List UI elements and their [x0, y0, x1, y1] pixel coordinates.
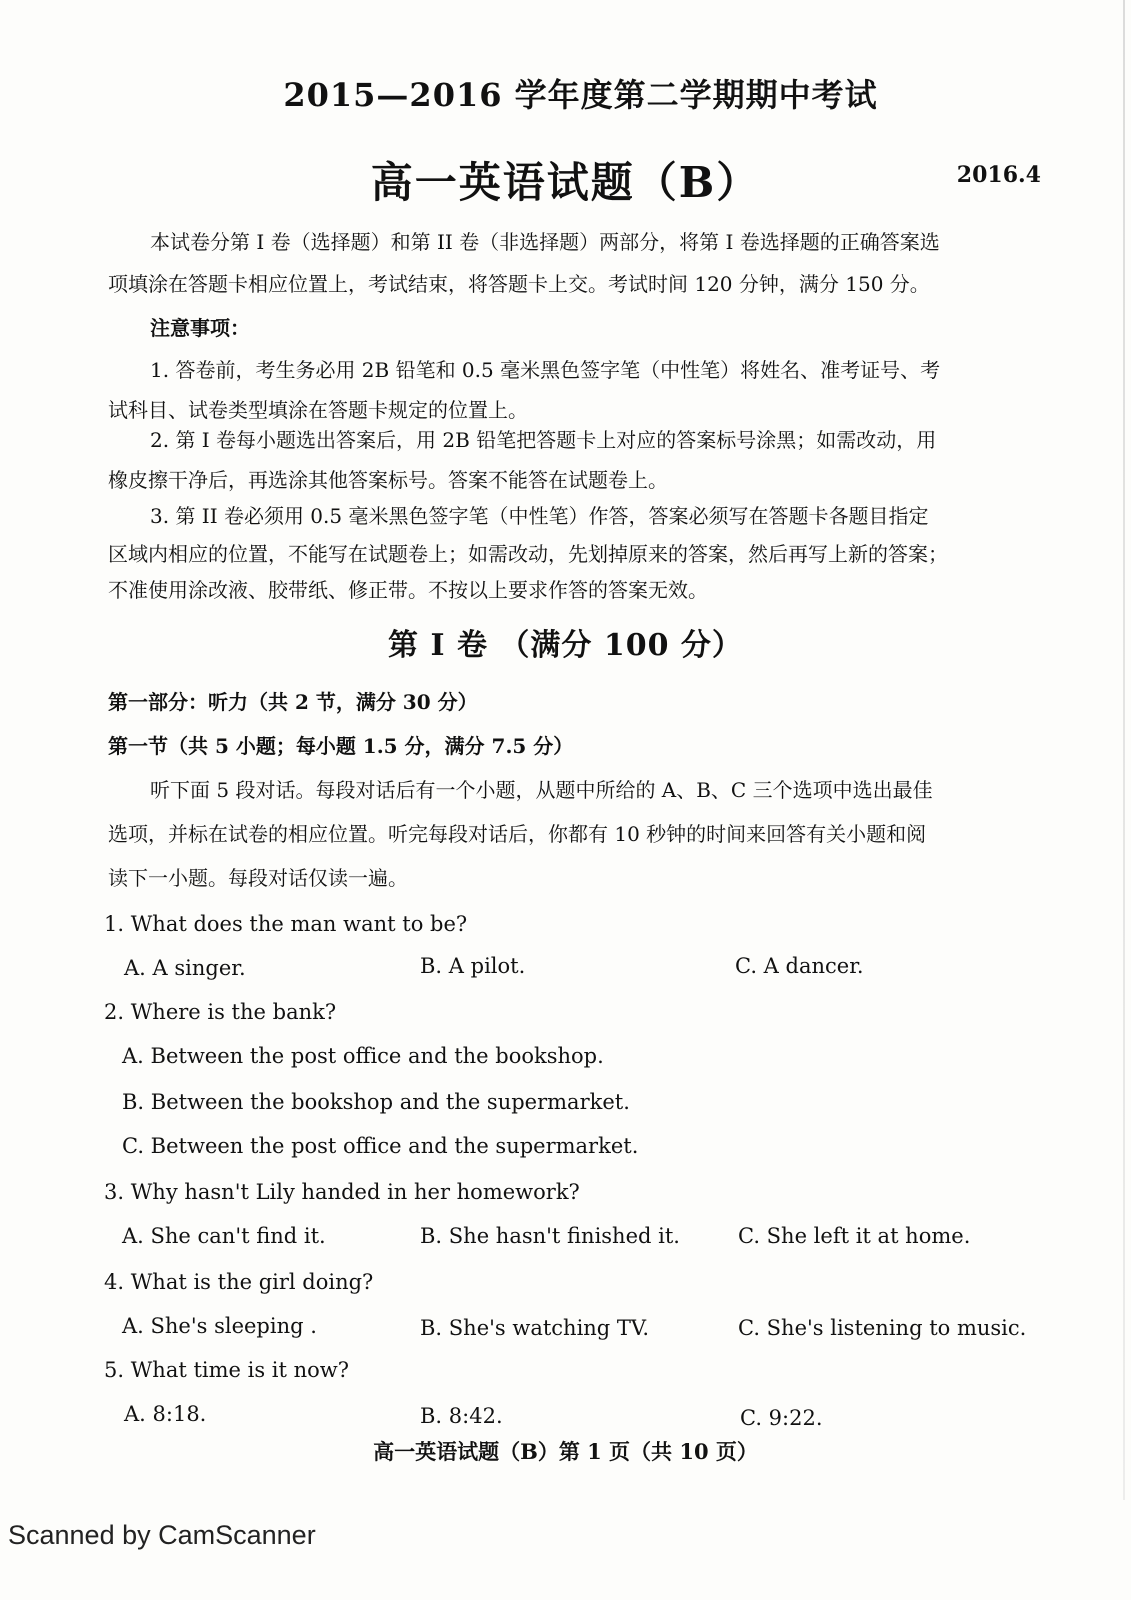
question-2: 2. Where is the bank? — [104, 1000, 337, 1024]
question-1-option-b: B. A pilot. — [420, 954, 526, 978]
page-footer: 高一英语试题（B）第 1 页（共 10 页） — [373, 1439, 758, 1464]
question-5: 5. What time is it now? — [104, 1358, 350, 1382]
note-1-line-1: 1. 答卷前，考生务必用 2B 铅笔和 0.5 毫米黑色签字笔（中性笔）将姓名、准考证号、考 — [150, 358, 941, 382]
instruction-line-3: 读下一小题。每段对话仅读一遍。 — [108, 866, 408, 890]
notes-heading: 注意事项： — [150, 316, 250, 340]
question-1-option-a: A. A singer. — [124, 956, 246, 980]
question-2-option-a: A. Between the post office and the bookshop. — [122, 1044, 604, 1068]
question-5-option-b: B. 8:42. — [420, 1404, 503, 1428]
note-3-line-2: 区域内相应的位置，不能写在试题卷上；如需改动，先划掉原来的答案，然后再写上新的答案； — [108, 542, 948, 566]
question-1: 1. What does the man want to be? — [104, 912, 468, 936]
question-5-option-a: A. 8:18. — [124, 1402, 207, 1426]
question-4-option-b: B. She's watching TV. — [420, 1316, 650, 1340]
instruction-line-2: 选项，并标在试卷的相应位置。听完每段对话后，你都有 10 秒钟的时间来回答有关小题和阅 — [108, 822, 927, 846]
exam-date: 2016.4 — [956, 162, 1041, 188]
note-2-line-2: 橡皮擦干净后，再选涂其他答案标号。答案不能答在试题卷上。 — [108, 468, 668, 492]
camscanner-watermark: Scanned by CamScanner — [8, 1520, 316, 1550]
question-3: 3. Why hasn't Lily handed in her homework? — [104, 1180, 580, 1204]
instruction-line-1: 听下面 5 段对话。每段对话后有一个小题，从题中所给的 A、B、C 三个选项中选出最佳 — [150, 778, 933, 802]
question-4-option-c: C. She's listening to music. — [738, 1316, 1027, 1340]
scan-edge — [1123, 0, 1125, 1500]
intro-line-2: 项填涂在答题卡相应位置上，考试结束，将答题卡上交。考试时间 120 分钟，满分 150 分。 — [108, 272, 930, 296]
question-3-option-c: C. She left it at home. — [738, 1224, 971, 1248]
note-2-line-1: 2. 第 I 卷每小题选出答案后，用 2B 铅笔把答题卡上对应的答案标号涂黑；如需改动，用 — [150, 428, 937, 452]
part-1-heading: 第一部分：听力（共 2 节，满分 30 分） — [108, 690, 478, 714]
question-1-option-c: C. A dancer. — [735, 954, 864, 978]
exam-subtitle: 高一英语试题（B） — [370, 158, 761, 207]
note-1-line-2: 试科目、试卷类型填涂在答题卡规定的位置上。 — [108, 398, 528, 422]
note-3-line-1: 3. 第 II 卷必须用 0.5 毫米黑色签字笔（中性笔）作答，答案必须写在答题卡各题目指定 — [150, 504, 929, 528]
question-4-option-a: A. She's sleeping . — [122, 1314, 317, 1338]
exam-title: 2015—2016 学年度第二学期期中考试 — [283, 76, 878, 114]
question-3-option-a: A. She can't find it. — [122, 1224, 326, 1248]
question-4: 4. What is the girl doing? — [104, 1270, 374, 1294]
question-3-option-b: B. She hasn't finished it. — [420, 1224, 680, 1248]
question-5-option-c: C. 9:22. — [740, 1406, 823, 1430]
question-2-option-c: C. Between the post office and the supermarket. — [122, 1134, 639, 1158]
intro-line-1: 本试卷分第 I 卷（选择题）和第 II 卷（非选择题）两部分，将第 I 卷选择题的正确答案选 — [150, 230, 940, 254]
question-2-option-b: B. Between the bookshop and the supermarket. — [122, 1090, 630, 1114]
note-3-line-3: 不准使用涂改液、胶带纸、修正带。不按以上要求作答的答案无效。 — [108, 578, 708, 602]
section-title: 第 I 卷 （满分 100 分） — [388, 628, 743, 663]
part-1-section-1-heading: 第一节（共 5 小题；每小题 1.5 分，满分 7.5 分） — [108, 734, 574, 758]
